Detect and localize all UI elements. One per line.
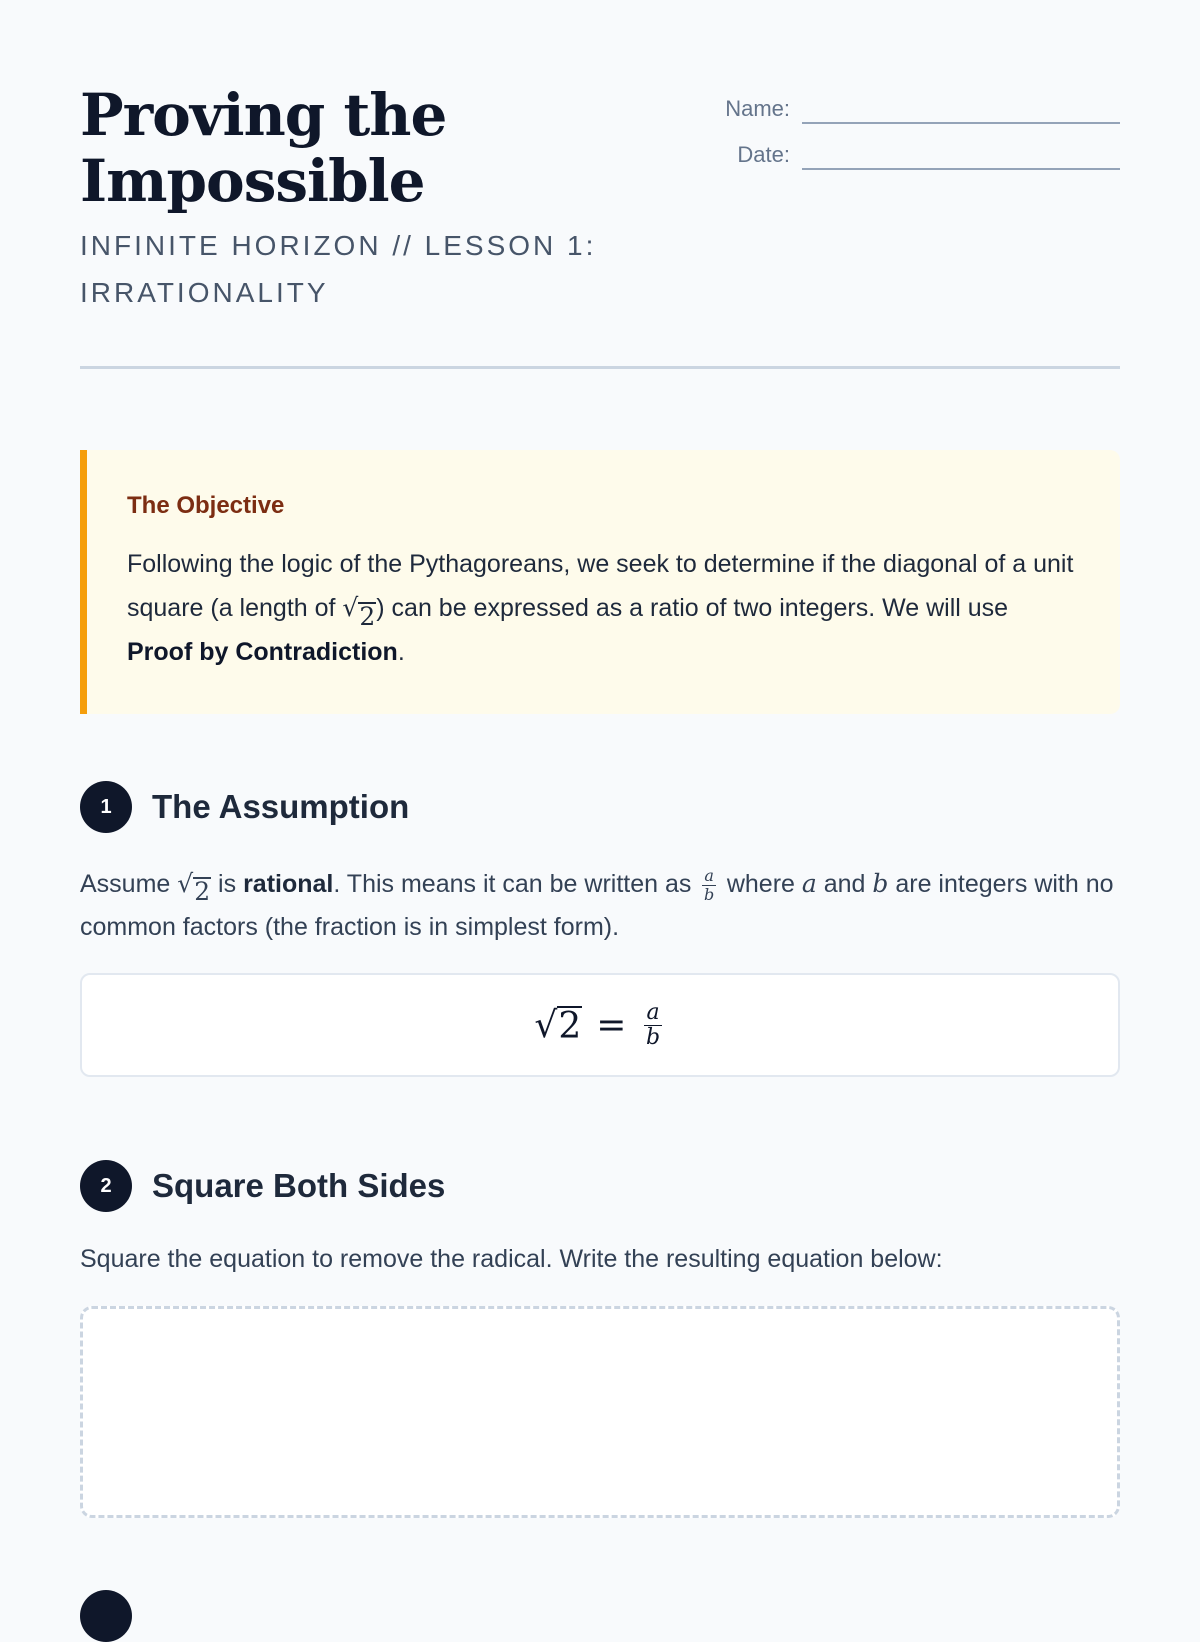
text-run: where (719, 870, 802, 898)
fraction-display (644, 999, 661, 1050)
section-1-header (80, 781, 409, 833)
text-run: and (816, 870, 873, 898)
assumption-text (80, 862, 1120, 949)
bold-term: rational (243, 870, 334, 898)
section-title: Square Both Sides (152, 1167, 446, 1204)
objective-text (127, 542, 1080, 674)
equation-box (80, 973, 1120, 1077)
fraction-numerator: a (704, 865, 714, 885)
radical-sign: √ (534, 1004, 558, 1046)
section-number-badge: 2 (80, 1160, 132, 1212)
section-3-badge-partial (80, 1590, 132, 1642)
sqrt-two-inline (177, 862, 211, 905)
text-run: . This means it can be written as (333, 870, 699, 898)
radical-sign: √ (342, 593, 359, 622)
fraction-numerator: a (646, 999, 660, 1025)
objective-text-part1: Following the logic of the Pythagoreans, we seek to determine if the diagonal of a unit square (a length of (127, 550, 1074, 622)
name-row (700, 78, 1120, 124)
date-row (700, 124, 1120, 170)
radicand: 2 (558, 1005, 582, 1047)
radicand: 2 (194, 876, 211, 906)
section-title: The Assumption (152, 788, 410, 825)
student-info (700, 78, 1120, 170)
fraction-inline (702, 865, 716, 904)
objective-bold: Proof by Contradiction (127, 638, 398, 666)
text-run: Assume (80, 870, 178, 898)
fraction-denominator: b (703, 884, 715, 904)
date-label: Date: (737, 142, 790, 167)
equals-sign: = (596, 1004, 627, 1046)
objective-text-part2: ) can be expressed as a ratio of two integers. We will use (376, 594, 1009, 622)
worksheet-header (80, 0, 1120, 372)
date-field[interactable] (802, 138, 1120, 170)
square-instructions: Square the equation to remove the radical. Write the resulting equation below: (80, 1245, 943, 1273)
fraction-denominator: b (645, 1024, 661, 1050)
section-number-badge: 1 (80, 781, 132, 833)
variable-a: a (801, 869, 817, 898)
objective-callout (80, 450, 1120, 714)
objective-text-part3: . (397, 638, 405, 666)
page-title: Proving the Impossible (80, 81, 447, 215)
header-divider (80, 366, 1120, 369)
text-run: are integers with no common factors (the fraction is in simplest form). (80, 870, 1114, 941)
answer-input-area[interactable] (80, 1306, 1120, 1518)
name-label: Name: (725, 96, 790, 121)
lesson-subtitle: INFINITE HORIZON // LESSON 1: IRRATIONALITY (80, 230, 597, 308)
text-run: is (211, 870, 244, 898)
variable-b: b (872, 869, 889, 898)
sqrt-two-inline (342, 586, 376, 630)
radical-sign: √ (177, 869, 194, 898)
radicand: 2 (359, 601, 376, 631)
sqrt-two-display (534, 1005, 582, 1046)
name-field[interactable] (802, 92, 1120, 124)
worksheet-page (80, 0, 1120, 1273)
objective-title: The Objective (127, 492, 285, 519)
section-2-header (80, 1160, 445, 1212)
